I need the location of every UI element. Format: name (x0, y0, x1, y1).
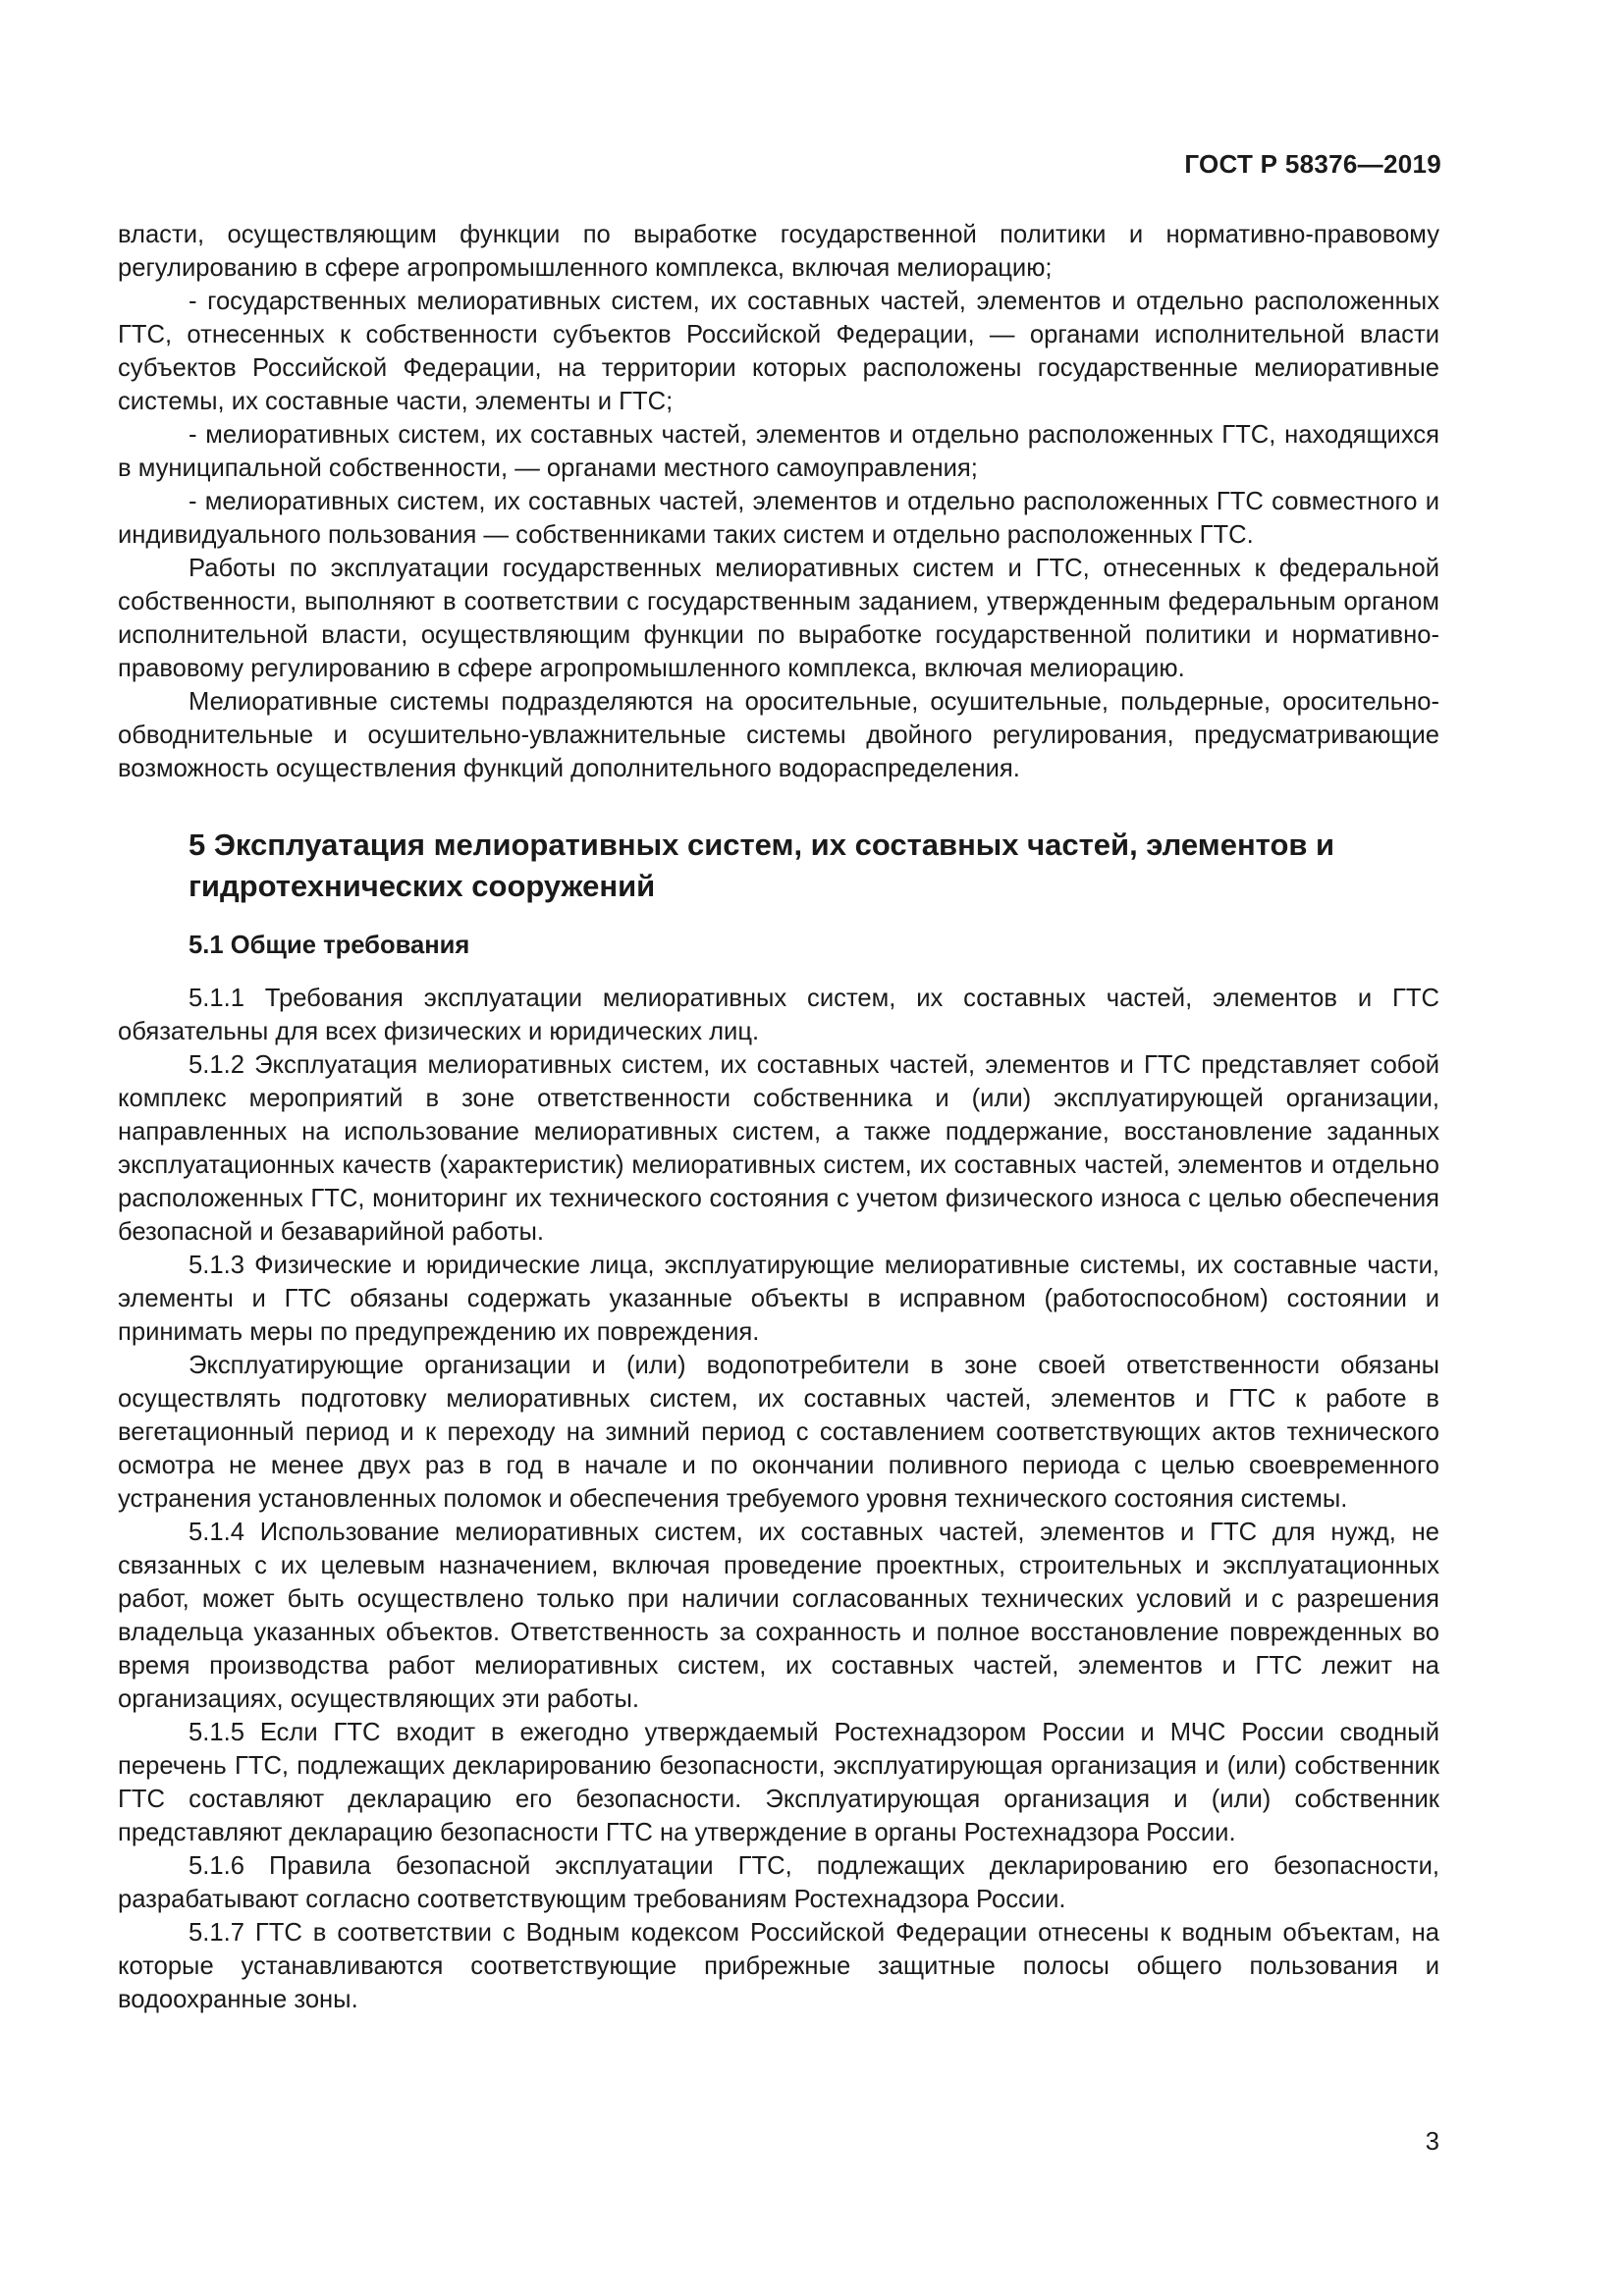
section-title: 5 Эксплуатация мелиоративных систем, их составных частей, элементов и гидротехнических сооружений (189, 828, 1335, 903)
paragraph-continuation: власти, осуществляющим функции по выработке государственной политики и нормативно-правовому регулированию в сфере агропромышленного комплекса, включая мелиорацию; (118, 221, 1439, 282)
clause-5-1-1: 5.1.1 Требования эксплуатации мелиоративных систем, их составных частей, элементов и ГТС обязательны для всех физических и юридических лиц. (118, 985, 1439, 1045)
standard-header: ГОСТ Р 58376—2019 (1184, 149, 1441, 179)
page-number: 3 (1425, 2128, 1439, 2156)
clause-5-1-5: 5.1.5 Если ГТС входит в ежегодно утверждаемый Ростехнадзором России и МЧС России сводный перечень ГТС, подлежащих декларированию безопасности, эксплуатирующая организация и (или) собственник ГТС составляют декларацию его безопасности. Эксплуатирующая организация и (или) собственник представляют декларацию безопасности ГТС на утверждение в органы Ростехнадзора России. (118, 1719, 1439, 1846)
clause-5-1-3: 5.1.3 Физические и юридические лица, эксплуатирующие мелиоративные системы, их составные части, элементы и ГТС обязаны содержать указанные объекты в исправном (работоспособном) состоянии и принимать меры по предупреждению их повреждения. (118, 1252, 1439, 1346)
clause-5-1-2: 5.1.2 Эксплуатация мелиоративных систем, их составных частей, элементов и ГТС представляет собой комплекс мероприятий в зоне ответственности собственника и (или) эксплуатирующей организации, направленных на использование мелиоративных систем, а также поддержание, восстановление заданных эксплуатационных качеств (характеристик) мелиоративных систем, их составных частей, элементов и отдельно расположенных ГТС, мониторинг их технического состояния с учетом физического износа с целью обеспечения безопасной и безаварийной работы. (118, 1051, 1439, 1246)
document-body (118, 218, 1439, 2016)
paragraph-system-types: Мелиоративные системы подразделяются на оросительные, осушительные, польдерные, оросительно-обводнительные и осушительно-увлажнительные системы двойного регулирования, предусматривающие возможность осуществления функций дополнительного водораспределения. (118, 688, 1439, 782)
clause-5-1-7: 5.1.7 ГТС в соответствии с Водным кодексом Российской Федерации отнесены к водным объектам, на которые устанавливаются соответствующие прибрежные защитные полосы общего пользования и водоохранные зоны. (118, 1919, 1439, 2013)
clause-5-1-6: 5.1.6 Правила безопасной эксплуатации ГТС, подлежащих декларированию его безопасности, разрабатывают согласно соответствующим требованиям Ростехнадзора России. (118, 1852, 1439, 1913)
clause-5-1-4: 5.1.4 Использование мелиоративных систем, их составных частей, элементов и ГТС для нужд, не связанных с их целевым назначением, включая проведение проектных, строительных и эксплуатационных работ, может быть осуществлено только при наличии согласованных технических условий и с разрешения владельца указанных объектов. Ответственность за сохранность и полное восстановление поврежденных во время производства работ мелиоративных систем, их составных частей, элементов и ГТС лежит на организациях, осуществляющих эти работы. (118, 1519, 1439, 1713)
paragraph-federal-works: Работы по эксплуатации государственных мелиоративных систем и ГТС, отнесенных к федеральной собственности, выполняют в соответствии с государственным заданием, утвержденным федеральным органом исполнительной власти, осуществляющим функции по выработке государственной политики и нормативно-правовому регулированию в сфере агропромышленного комплекса, включая мелиорацию. (118, 555, 1439, 682)
clause-5-1-3-continued: Эксплуатирующие организации и (или) водопотребители в зоне своей ответственности обязаны осуществлять подготовку мелиоративных систем, их составных частей, элементов и ГТС к работе в вегетационный период и к переходу на зимний период с составлением соответствующих актов технического осмотра не менее двух раз в год в начале и по окончании поливного периода с целью своевременного устранения установленных поломок и обеспечения требуемого уровня технического состояния системы. (118, 1352, 1439, 1513)
list-item-regional-systems: - государственных мелиоративных систем, их составных частей, элементов и отдельно расположенных ГТС, отнесенных к собственности субъектов Российской Федерации, — органами исполнительной власти субъектов Российской Федерации, на территории которых расположены государственные мелиоративные системы, их составные части, элементы и ГТС; (118, 288, 1439, 415)
list-item-shared-systems: - мелиоративных систем, их составных частей, элементов и отдельно расположенных ГТС совместного и индивидуального пользования — собственниками таких систем и отдельно расположенных ГТС. (118, 488, 1439, 549)
list-item-municipal-systems: - мелиоративных систем, их составных частей, элементов и отдельно расположенных ГТС, находящихся в муниципальной собственности, — органами местного самоуправления; (118, 421, 1439, 482)
subsection-title: 5.1 Общие требования (189, 932, 470, 959)
